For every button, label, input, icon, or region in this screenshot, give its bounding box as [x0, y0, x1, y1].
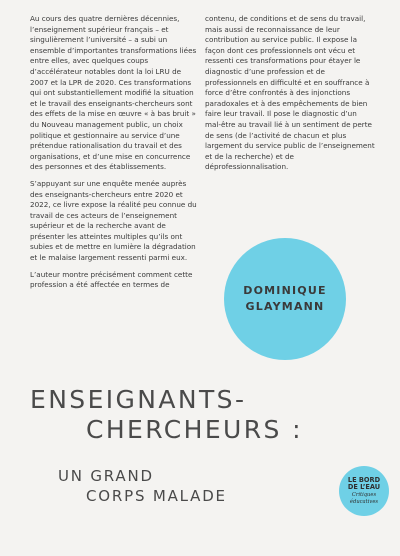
summary-paragraph: L’auteur montre précisément comment cette profession a été affectée en termes de [30, 269, 193, 290]
summary-paragraph: Au cours des quatre dernières décennies, l’enseignement supérieur français – et singulièrement l’université – a subi un ensemble d’importantes transformations liées entre elles, avec quelques coups d’accélérateur notables dont la loi LRU de 2007 et la LPR de 2020. Ces transformations qui ont substantiellement modifié la situation et le travail des enseignants-chercheurs sont des effets de la mise en œuvre « à bas bruit » du Nouveau management public, un choix politique et gestionnaire au service d’une prétendue rationalisation du travail et des organisations, et d’une mise en concurrence des personnes et des établissements. [30, 14, 197, 172]
author-last-name: GLAYMANN [245, 300, 325, 313]
collection-name-line-1: Critiques [351, 492, 377, 499]
book-subtitle-line-1: UN GRAND [58, 467, 154, 485]
collection-name-line-2: éducatives [349, 499, 379, 506]
back-cover-text-left-column [30, 14, 200, 297]
publisher-name-line-1: LE BORD [347, 475, 381, 484]
back-cover-text-right-column [205, 14, 375, 179]
author-badge [224, 238, 346, 360]
author-first-name: DOMINIQUE [243, 284, 327, 297]
book-title-line-2: CHERCHEURS : [86, 415, 303, 444]
publisher-logo [339, 466, 389, 516]
book-title-line-1: ENSEIGNANTS- [30, 385, 247, 414]
book-title [30, 385, 303, 445]
summary-paragraph: S’appuyant sur une enquête menée auprès des enseignants-chercheurs entre 2020 et 2022, ce livre expose la réalité peu connue du travail de ces acteurs de l’enseignement supérieur et de la recherche avant de présenter les atteintes multiples qu’ils ont subies et de mettre en lumière la dégradation et le malaise largement ressenti parmi eux. [30, 178, 197, 263]
book-subtitle [58, 466, 227, 506]
publisher-name-line-2: DE L’EAU [347, 483, 381, 491]
summary-paragraph: contenu, de conditions et de sens du travail, mais aussi de reconnaissance de leur contribution au service public. Il expose la façon dont ces professionnels ont vécu et ressenti ces transformations pour étayer le diagnostic d’une profession et de professionnels en difficulté et en souffrance à force d’être confrontés à des injonctions paradoxales et à des empêchements de bien faire leur travail. Il pose le diagnostic d’un mal-être au travail lié à un sentiment de perte de sens (de l’activité de chacun et plus largement du service public de l’enseignement et de la recherche) et de déprofessionnalisation. [205, 14, 375, 172]
book-subtitle-line-2: CORPS MALADE [86, 487, 227, 505]
